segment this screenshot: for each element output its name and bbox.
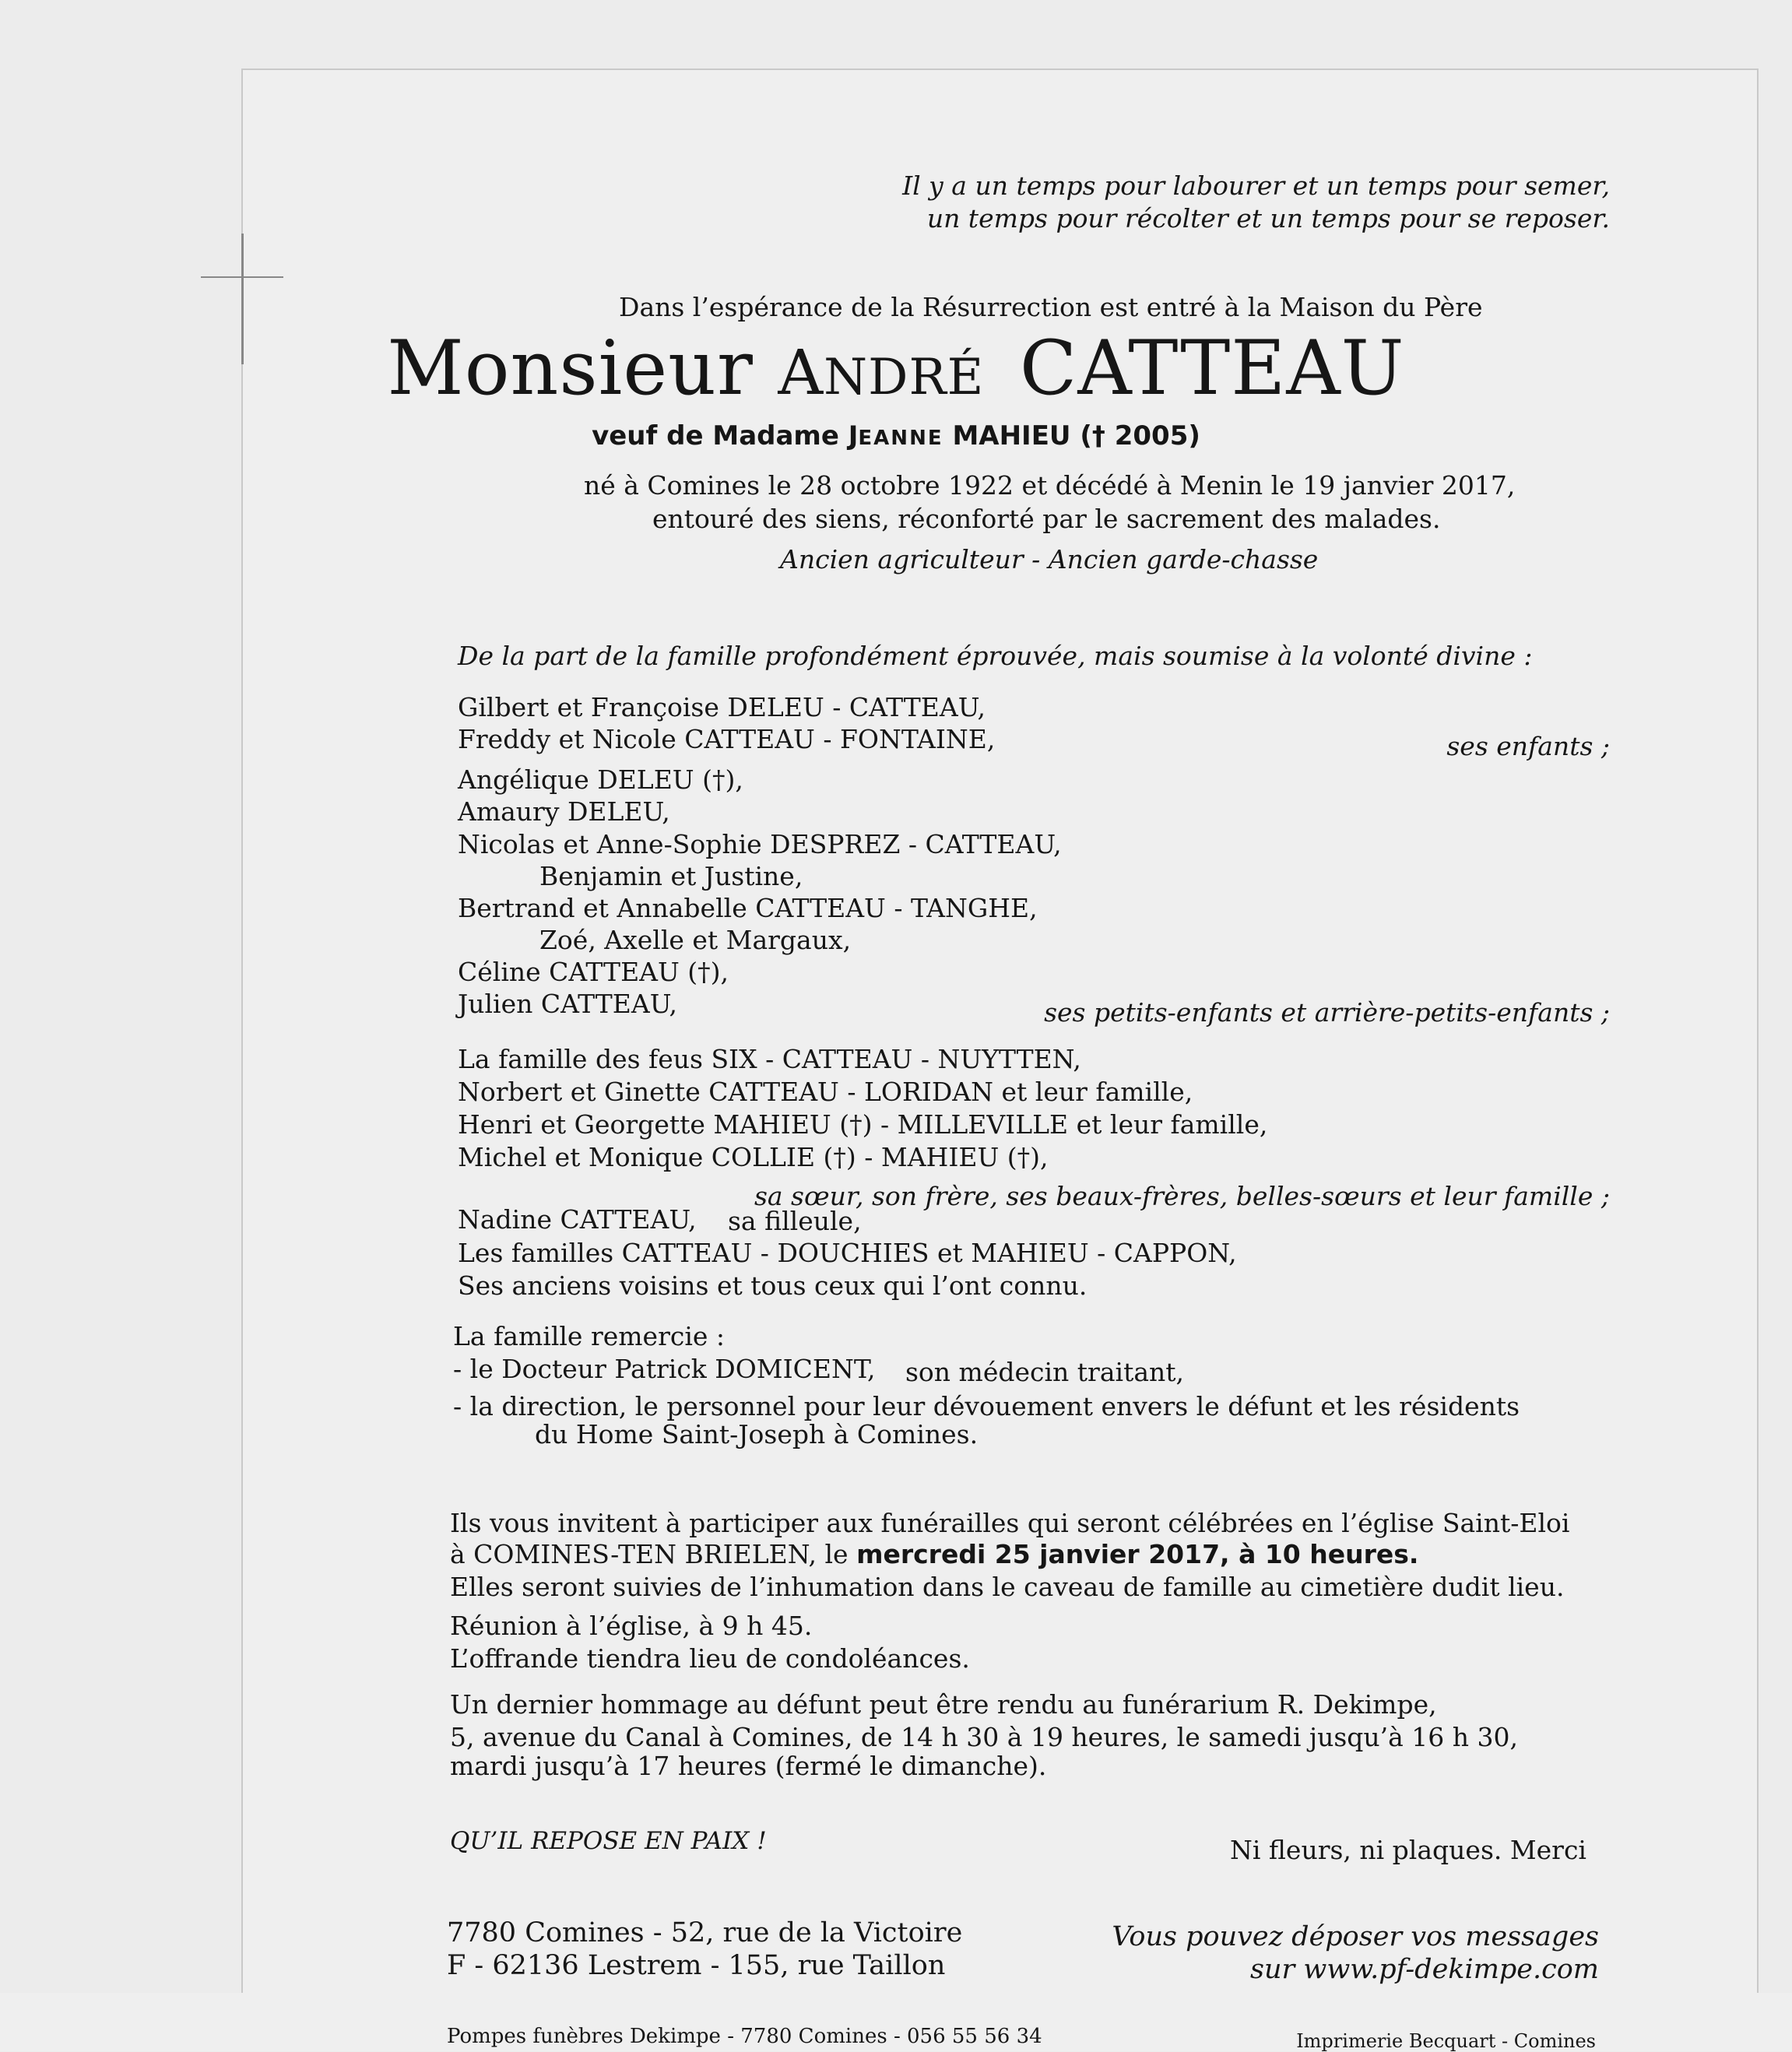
grandchild-4: Bertrand et Annabelle CATTEAU - TANGHE, [458, 893, 1038, 923]
first-name-initial: A [778, 336, 824, 409]
meeting-time: Réunion à l’église, à 9 h 45. [450, 1611, 813, 1641]
rip-line: QU’IL REPOSE EN PAIX ! [450, 1827, 767, 1855]
widower-prefix: veuf de Madame [592, 420, 839, 452]
name-title: Monsieur [387, 325, 754, 412]
great-grandchildren-1: Benjamin et Justine, [539, 861, 803, 891]
sibling-2: Norbert et Ginette CATTEAU - LORIDAN et leur famille, [458, 1077, 1193, 1107]
grandchild-1: Angélique DELEU (†), [458, 764, 743, 795]
thanks-direction: - la direction, le personnel pour leur dévouement envers le défunt et les résidents [453, 1391, 1520, 1421]
goddaughter-label: sa filleule, [728, 1206, 862, 1236]
thanks-doctor-role: son médecin traitant, [905, 1357, 1185, 1387]
deceased-name [0, 325, 1792, 412]
cross-icon-bar [201, 276, 283, 278]
address-lestrem: F - 62136 Lestrem - 155, rue Taillon [447, 1950, 946, 1981]
child-1: Gilbert et Françoise DELEU - CATTEAU, [458, 692, 986, 722]
birth-death-line-1: né à Comines le 28 octobre 1922 et décédé à Menin le 19 janvier 2017, [584, 470, 1516, 501]
widower-line [0, 420, 1792, 452]
messages-url[interactable]: sur www.pf-dekimpe.com [1250, 1954, 1599, 1985]
grandchild-5: Céline CATTEAU (†), [458, 957, 729, 987]
offering-note: L’offrande tiendra lieu de condoléances. [450, 1643, 970, 1674]
neighbours: Ses anciens voisins et tous ceux qui l’ont connu. [458, 1270, 1087, 1301]
spouse-first-rest: EANNE [858, 427, 943, 450]
quote-line-2: un temps pour récolter et un temps pour se reposer. [926, 203, 1610, 234]
tribute-line-2: 5, avenue du Canal à Comines, de 14 h 30 à 19 heures, le samedi jusqu’à 16 h 30, [450, 1722, 1519, 1752]
quote-line-1: Il y a un temps pour labourer et un temps pour semer, [902, 170, 1610, 201]
funeral-date: mercredi 25 janvier 2017, à 10 heures. [856, 1539, 1419, 1569]
first-name-rest: NDRÉ [824, 349, 985, 406]
grandchildren-label: ses petits-enfants et arrière-petits-enfants ; [1044, 997, 1610, 1028]
great-grandchildren-2: Zoé, Axelle et Margaux, [539, 925, 852, 955]
spouse-first-initial: J [848, 420, 859, 452]
spouse-last-and-date: MAHIEU († 2005) [952, 420, 1200, 452]
grandchild-6: Julien CATTEAU, [458, 989, 677, 1019]
funeral-line-3: Elles seront suivies de l’inhumation dans le caveau de famille au cimetière dudit lieu. [450, 1572, 1565, 1602]
messages-line-1: Vous pouvez déposer vos messages [1112, 1921, 1599, 1952]
tribute-line-3: mardi jusqu’à 17 heures (fermé le dimanche). [450, 1751, 1047, 1781]
footer-printer: Imprimerie Becquart - Comines [1296, 2030, 1596, 2052]
profession: Ancien agriculteur - Ancien garde-chasse [780, 544, 1319, 574]
sibling-4: Michel et Monique COLLIE (†) - MAHIEU (†), [458, 1142, 1049, 1172]
last-name: CATTEAU [1019, 325, 1405, 412]
thanks-doctor: - le Docteur Patrick DOMICENT, [453, 1354, 876, 1384]
other-family: Les familles CATTEAU - DOUCHIES et MAHIEU - CAPPON, [458, 1238, 1237, 1268]
thanks-home: du Home Saint-Joseph à Comines. [535, 1419, 979, 1449]
grandchild-2: Amaury DELEU, [458, 796, 670, 827]
no-flowers: Ni fleurs, ni plaques. Merci [1229, 1835, 1586, 1865]
funeral-place: à COMINES-TEN BRIELEN, le [450, 1539, 857, 1569]
sibling-1: La famille des feus SIX - CATTEAU - NUYTTEN, [458, 1044, 1081, 1074]
address-comines: 7780 Comines - 52, rue de la Victoire [447, 1917, 963, 1948]
funeral-line-2 [450, 1541, 1418, 1567]
siblings-label: sa sœur, son frère, ses beaux-frères, belles-sœurs et leur famille ; [754, 1181, 1610, 1211]
tribute-line-1: Un dernier hommage au défunt peut être rendu au funérarium R. Dekimpe, [450, 1689, 1437, 1720]
child-2: Freddy et Nicole CATTEAU - FONTAINE, [458, 724, 996, 754]
family-intro: De la part de la famille profondément éprouvée, mais soumise à la volonté divine : [458, 641, 1533, 671]
sibling-3: Henri et Georgette MAHIEU (†) - MILLEVILLE et leur famille, [458, 1109, 1268, 1140]
thanks-intro: La famille remercie : [453, 1321, 726, 1351]
intro-line: Dans l’espérance de la Résurrection est entré à la Maison du Père [619, 292, 1483, 322]
grandchild-3: Nicolas et Anne-Sophie DESPREZ - CATTEAU, [458, 829, 1062, 859]
birth-death-line-2: entouré des siens, réconforté par le sacrement des malades. [652, 504, 1441, 534]
goddaughter-name: Nadine CATTEAU, [458, 1204, 697, 1235]
children-label: ses enfants ; [1446, 731, 1610, 761]
funeral-line-1: Ils vous invitent à participer aux funérailles qui seront célébrées en l’église Saint-Eloi [450, 1508, 1570, 1538]
footer-funeral-home: Pompes funèbres Dekimpe - 7780 Comines - 056 55 56 34 [447, 2025, 1042, 2048]
